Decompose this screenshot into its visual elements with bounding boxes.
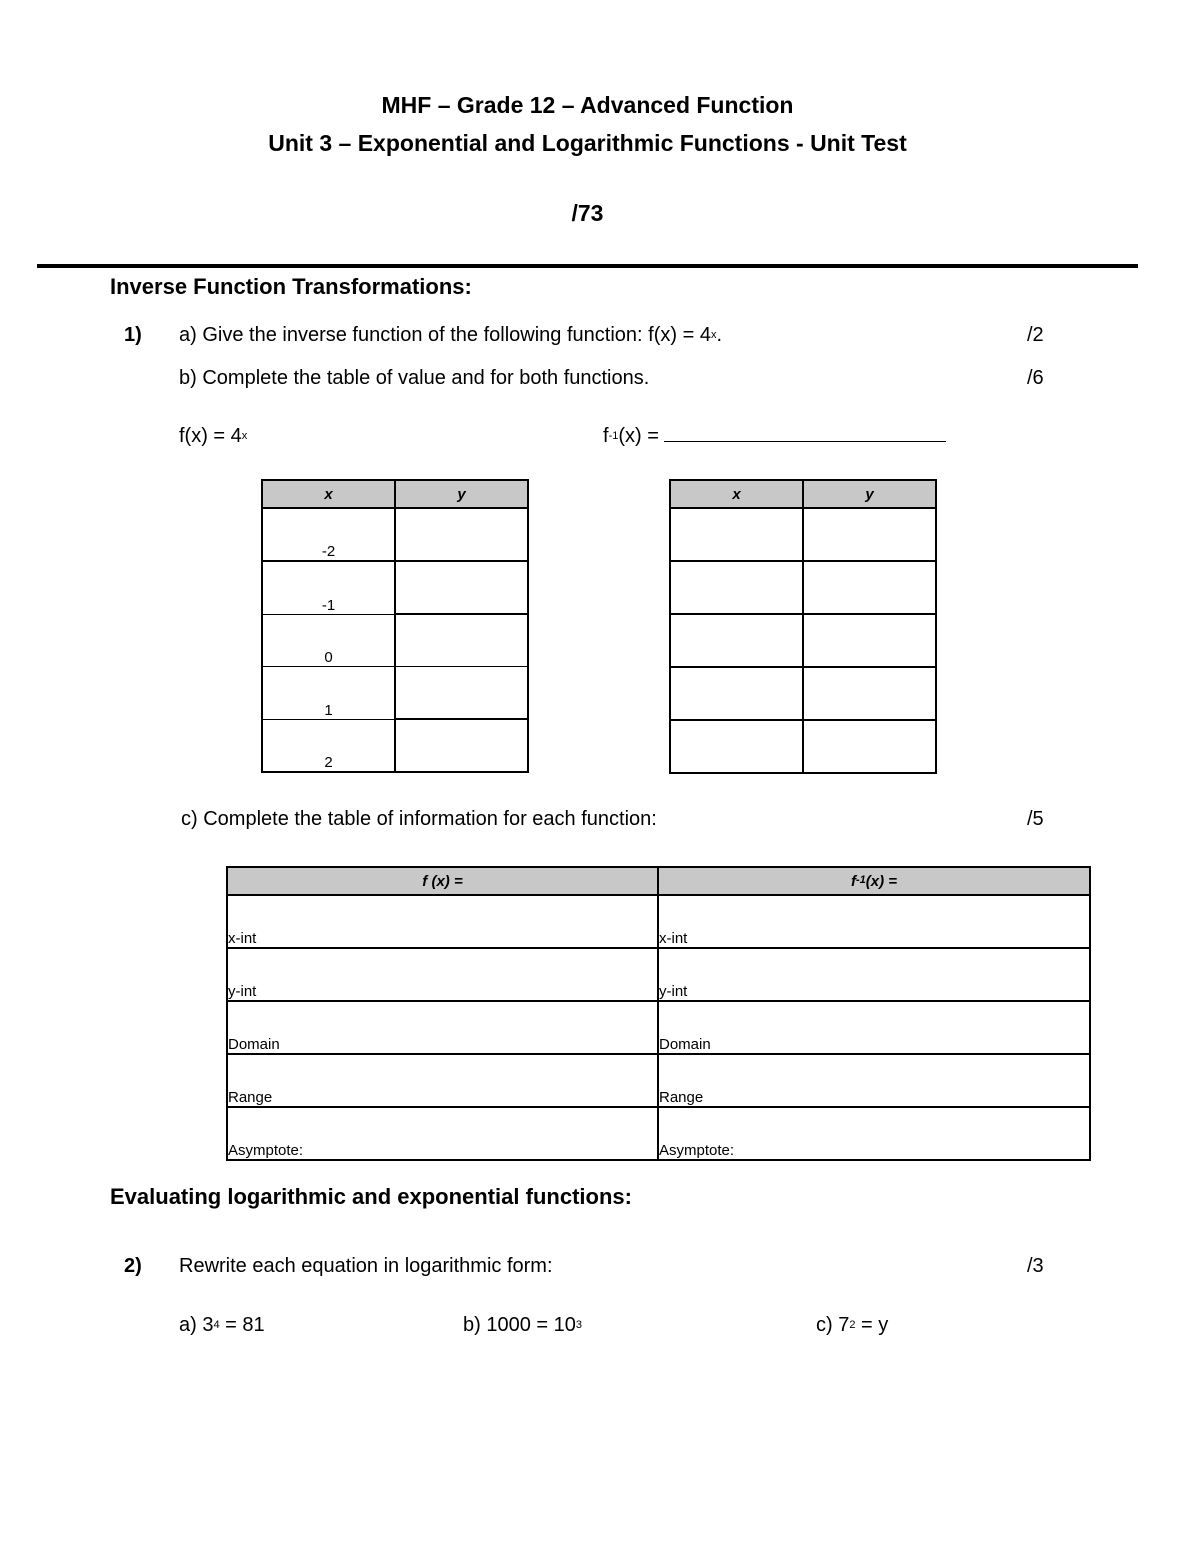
info-cell-f[interactable]: Asymptote: bbox=[227, 1107, 658, 1160]
info-cell-f[interactable]: Domain bbox=[227, 1001, 658, 1054]
question-1a-marks: /2 bbox=[1027, 324, 1044, 346]
table-f-header-x: x bbox=[262, 480, 395, 508]
q1a-end: . bbox=[716, 324, 723, 346]
info-cell-finv[interactable]: Domain bbox=[658, 1001, 1090, 1054]
table-row bbox=[262, 667, 528, 720]
question-2b bbox=[463, 1314, 582, 1337]
table-row bbox=[262, 719, 528, 772]
question-1a-text bbox=[179, 324, 722, 347]
q2c-end: = y bbox=[855, 1314, 889, 1336]
table-row bbox=[670, 508, 936, 561]
table-finv-y-cell[interactable] bbox=[803, 561, 936, 614]
info-cell-finv[interactable]: x-int bbox=[658, 895, 1090, 948]
f-function-label bbox=[179, 425, 247, 448]
finv-answer-line[interactable] bbox=[664, 425, 946, 442]
info-cell-finv[interactable]: Asymptote: bbox=[658, 1107, 1090, 1160]
table-finv-x-cell[interactable] bbox=[670, 614, 803, 667]
info-header-finv-end: (x) = bbox=[865, 872, 898, 890]
info-header-finv-base: f bbox=[850, 872, 856, 890]
question-2a bbox=[179, 1314, 265, 1337]
info-cell-finv[interactable]: y-int bbox=[658, 948, 1090, 1001]
table-finv-y-cell[interactable] bbox=[803, 667, 936, 720]
info-cell-f[interactable]: Range bbox=[227, 1054, 658, 1107]
table-row bbox=[262, 614, 528, 667]
q2a-exponent: 4 bbox=[213, 1319, 220, 1331]
table-row bbox=[670, 667, 936, 720]
q1a-exponent: x bbox=[710, 329, 717, 341]
q2a-base: a) 3 bbox=[179, 1314, 214, 1336]
table-f-y-cell[interactable] bbox=[395, 508, 528, 561]
header-divider bbox=[37, 264, 1138, 268]
info-header-finv bbox=[658, 867, 1090, 895]
table-f-x-cell: -1 bbox=[262, 561, 395, 614]
question-1-number: 1) bbox=[124, 324, 142, 346]
table-row bbox=[227, 948, 1090, 1001]
table-finv-x-cell[interactable] bbox=[670, 720, 803, 773]
table-finv-header-x: x bbox=[670, 480, 803, 508]
finv-label-exponent: -1 bbox=[608, 430, 619, 442]
f-label-exponent: x bbox=[241, 430, 248, 442]
table-row bbox=[670, 614, 936, 667]
q2c-base: c) 7 bbox=[816, 1314, 850, 1336]
f-label-base: f(x) = 4 bbox=[179, 425, 242, 447]
table-f-x-cell: -2 bbox=[262, 508, 395, 561]
q2b-base: b) 1000 = 10 bbox=[463, 1314, 576, 1336]
table-f-header-y: y bbox=[395, 480, 528, 508]
table-row bbox=[670, 561, 936, 614]
question-1b-text: b) Complete the table of value and for both functions. bbox=[179, 367, 650, 389]
q2c-exponent: 2 bbox=[849, 1319, 856, 1331]
page-title: MHF – Grade 12 – Advanced Function bbox=[381, 92, 794, 118]
info-cell-finv[interactable]: Range bbox=[658, 1054, 1090, 1107]
table-finv-x-cell[interactable] bbox=[670, 508, 803, 561]
table-row bbox=[262, 508, 528, 561]
section-heading-evaluating: Evaluating logarithmic and exponential functions: bbox=[110, 1184, 632, 1209]
q1a-main: a) Give the inverse function of the following function: f(x) = 4 bbox=[179, 324, 711, 346]
section-heading-inverse: Inverse Function Transformations: bbox=[110, 274, 472, 299]
table-finv-values bbox=[669, 479, 937, 774]
table-row bbox=[262, 561, 528, 614]
table-finv-y-cell[interactable] bbox=[803, 614, 936, 667]
table-row bbox=[227, 1054, 1090, 1107]
table-function-info bbox=[226, 866, 1091, 1161]
table-row bbox=[227, 1001, 1090, 1054]
table-f-y-cell[interactable] bbox=[395, 561, 528, 614]
table-f-x-cell: 1 bbox=[262, 667, 395, 720]
finv-function-label bbox=[603, 425, 946, 448]
info-header-f: f (x) = bbox=[227, 867, 658, 895]
question-2-number: 2) bbox=[124, 1255, 142, 1277]
table-row bbox=[670, 720, 936, 773]
info-header-finv-exponent: -1 bbox=[855, 873, 866, 886]
question-1b-marks: /6 bbox=[1027, 367, 1044, 389]
table-f-x-cell: 2 bbox=[262, 719, 395, 772]
finv-label-end: (x) = bbox=[618, 425, 665, 447]
table-finv-y-cell[interactable] bbox=[803, 720, 936, 773]
table-f-y-cell[interactable] bbox=[395, 667, 528, 720]
table-finv-x-cell[interactable] bbox=[670, 667, 803, 720]
table-row bbox=[227, 895, 1090, 948]
page-subtitle: Unit 3 – Exponential and Logarithmic Functions - Unit Test bbox=[268, 130, 907, 156]
finv-label-base: f bbox=[603, 425, 609, 447]
q2b-exponent: 3 bbox=[575, 1319, 582, 1331]
table-f-values bbox=[261, 479, 529, 773]
question-2-marks: /3 bbox=[1027, 1255, 1044, 1277]
q2a-end: = 81 bbox=[219, 1314, 265, 1336]
table-finv-header-y: y bbox=[803, 480, 936, 508]
question-2c bbox=[816, 1314, 888, 1337]
question-1c-text: c) Complete the table of information for each function: bbox=[181, 808, 657, 830]
table-finv-x-cell[interactable] bbox=[670, 561, 803, 614]
table-f-y-cell[interactable] bbox=[395, 614, 528, 667]
table-f-y-cell[interactable] bbox=[395, 719, 528, 772]
total-marks: /73 bbox=[571, 200, 604, 226]
info-cell-f[interactable]: y-int bbox=[227, 948, 658, 1001]
table-row bbox=[227, 1107, 1090, 1160]
info-cell-f[interactable]: x-int bbox=[227, 895, 658, 948]
question-1c-marks: /5 bbox=[1027, 808, 1044, 830]
table-finv-y-cell[interactable] bbox=[803, 508, 936, 561]
table-f-x-cell: 0 bbox=[262, 614, 395, 667]
question-2-text: Rewrite each equation in logarithmic form: bbox=[179, 1255, 553, 1277]
